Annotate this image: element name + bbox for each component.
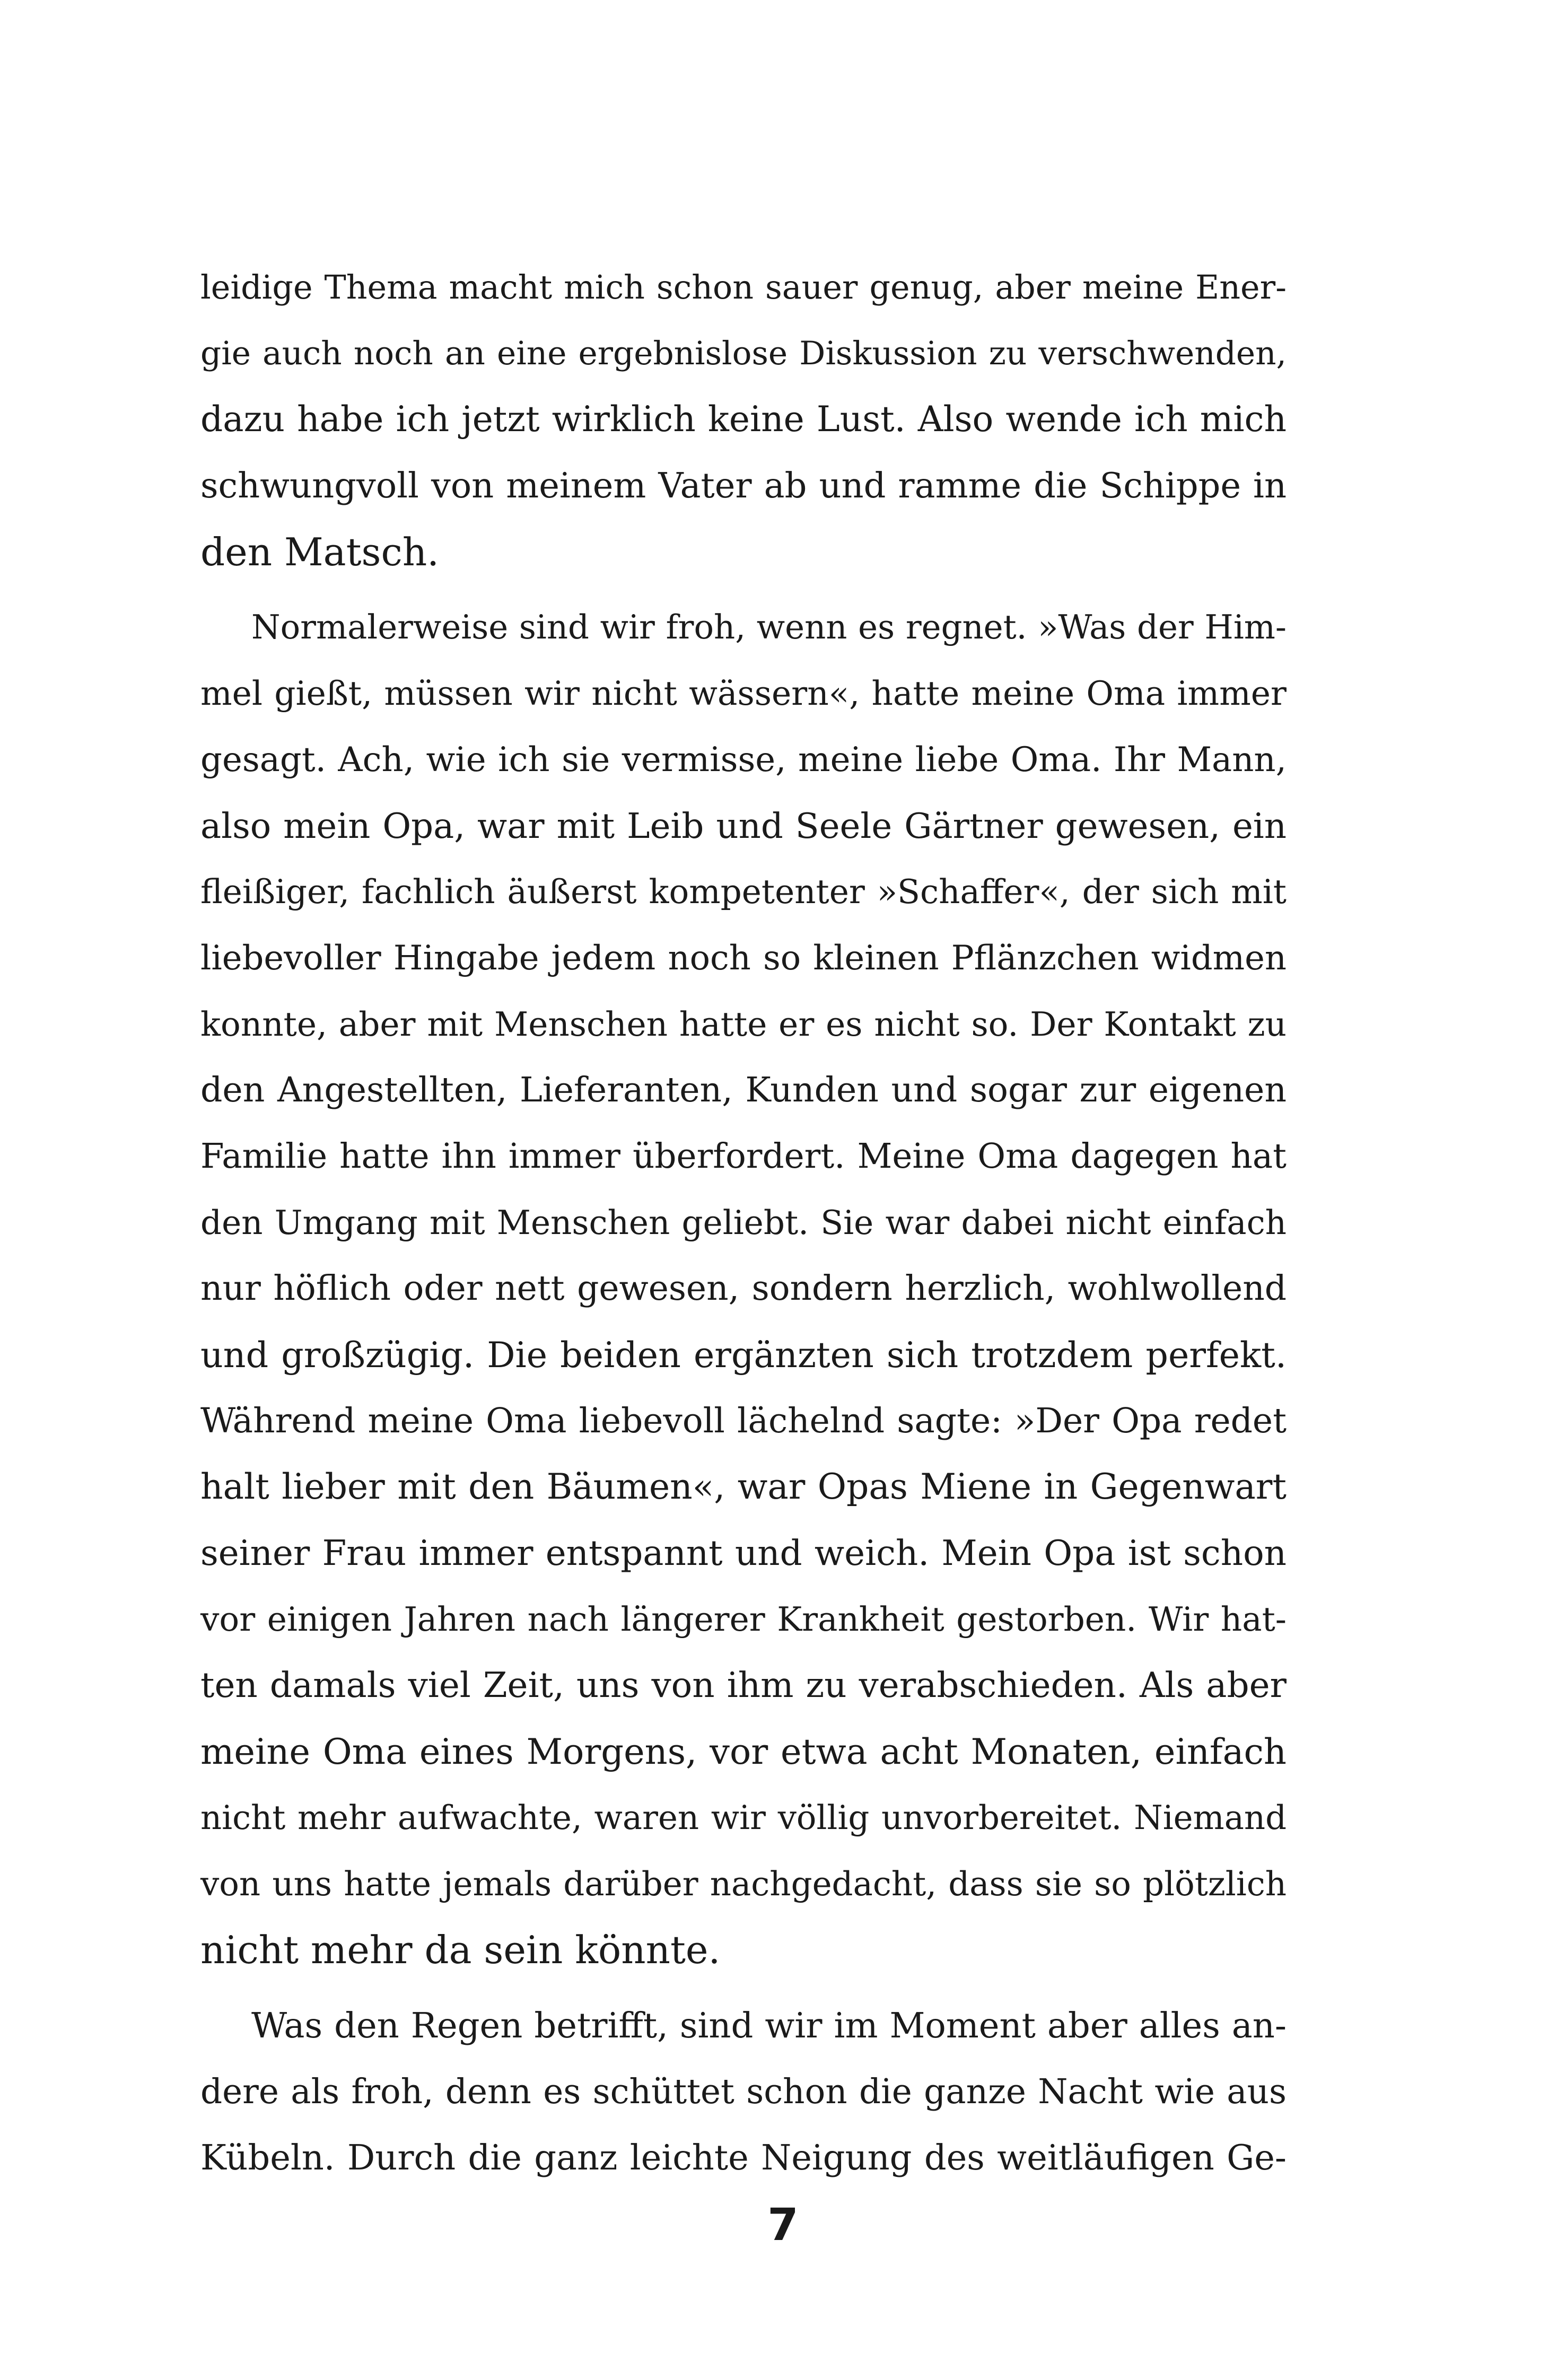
text-line: den Angestellten, Lieferanten, Kunden und sogar zur eigenen bbox=[200, 1070, 1287, 1110]
text-line: Normalerweise sind wir froh, wenn es regnet. »Was der Him- bbox=[251, 608, 1287, 647]
text-line: den Umgang mit Menschen geliebt. Sie war dabei nicht einfach bbox=[200, 1203, 1287, 1242]
text-line: schwungvoll von meinem Vater ab und ramme die Schippe in bbox=[200, 466, 1287, 506]
text-line: mel gießt, müssen wir nicht wässern«, hatte meine Oma immer bbox=[200, 674, 1287, 713]
text-line: meine Oma eines Morgens, vor etwa acht Monaten, einfach bbox=[200, 1731, 1287, 1773]
paragraph-gap bbox=[200, 585, 1287, 594]
paragraph-gap bbox=[200, 1983, 1287, 1993]
text-line: Was den Regen betrifft, sind wir im Moment aber alles an- bbox=[251, 2005, 1287, 2046]
paragraph bbox=[200, 255, 1287, 585]
text-line: also mein Opa, war mit Leib und Seele Gärtner gewesen, ein bbox=[200, 806, 1287, 846]
text-line: nur höflich oder nett gewesen, sondern herzlich, wohlwollend bbox=[200, 1268, 1287, 1309]
text-line: gie auch noch an eine ergebnislose Diskussion zu verschwenden, bbox=[200, 334, 1287, 372]
text-line: und großzügig. Die beiden ergänzten sich trotzdem perfekt. bbox=[200, 1334, 1287, 1376]
text-line: halt lieber mit den Bäumen«, war Opas Miene in Gegenwart bbox=[200, 1466, 1287, 1508]
paragraph bbox=[200, 594, 1287, 1983]
text-line: nicht mehr da sein könnte. bbox=[200, 1928, 721, 1973]
text-line: fleißiger, fachlich äußerst kompetenter »Schaffer«, der sich mit bbox=[200, 872, 1287, 912]
text-line: leidige Thema macht mich schon sauer genug, aber meine Ener- bbox=[200, 268, 1287, 307]
text-line: Familie hatte ihn immer überfordert. Meine Oma dagegen hat bbox=[200, 1136, 1287, 1176]
text-line: liebevoller Hingabe jedem noch so kleinen Pflänzchen widmen bbox=[200, 938, 1287, 978]
text-line: dere als froh, denn es schüttet schon die ganze Nacht wie aus bbox=[200, 2071, 1287, 2112]
text-line: seiner Frau immer entspannt und weich. Mein Opa ist schon bbox=[200, 1533, 1287, 1574]
text-line: von uns hatte jemals darüber nachgedacht, dass sie so plötzlich bbox=[200, 1864, 1287, 1903]
text-line: gesagt. Ach, wie ich sie vermisse, meine liebe Oma. Ihr Mann, bbox=[200, 740, 1287, 780]
text-line: konnte, aber mit Menschen hatte er es nicht so. Der Kontakt zu bbox=[200, 1004, 1287, 1044]
text-line: ten damals viel Zeit, uns von ihm zu verabschieden. Als aber bbox=[200, 1665, 1287, 1706]
text-line: Kübeln. Durch die ganz leichte Neigung des weitläufigen Ge- bbox=[200, 2138, 1287, 2178]
text-line: nicht mehr aufwachte, waren wir völlig unvorbereitet. Niemand bbox=[200, 1798, 1287, 1837]
body-text bbox=[200, 255, 1287, 2191]
text-line: vor einigen Jahren nach längerer Krankheit gestorben. Wir hat- bbox=[200, 1599, 1287, 1639]
text-line: dazu habe ich jetzt wirklich keine Lust. Also wende ich mich bbox=[200, 399, 1287, 440]
page-number: 7 bbox=[767, 2199, 799, 2251]
text-line: Während meine Oma liebevoll lächelnd sagte: »Der Opa redet bbox=[200, 1401, 1287, 1441]
text-line: den Matsch. bbox=[200, 529, 440, 574]
paragraph bbox=[200, 1993, 1287, 2191]
